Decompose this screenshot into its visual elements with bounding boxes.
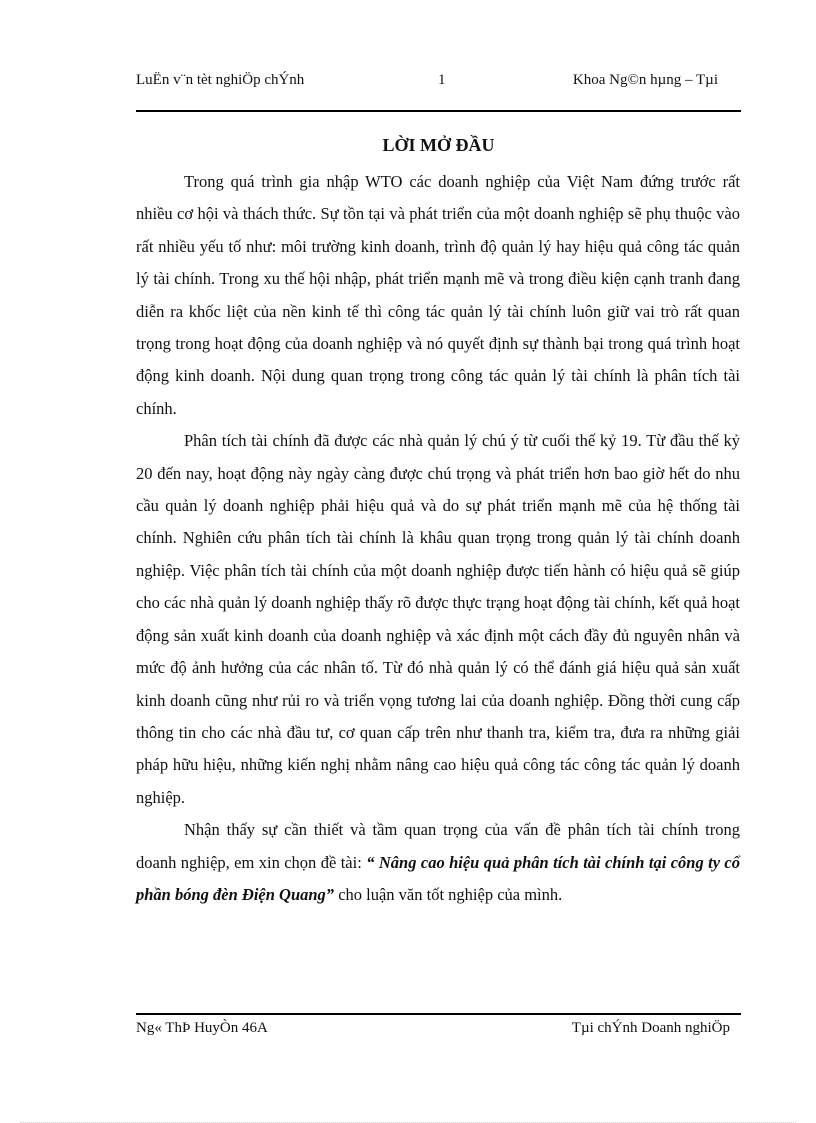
paragraph-3-intro: Nhận thấy sự cần thiết và tầm quan trọng của vấn đề phân tích tài chính trong doanh nghiệp, em xin chọn đề tài:: [136, 820, 740, 872]
header-thesis-label: LuËn v¨n tèt nghiÖp chÝnh: [136, 72, 305, 88]
paragraph-1: Trong quá trình gia nhập WTO các doanh nghiệp của Việt Nam đứng trước rất nhiều cơ hội và thách thức. Sự tồn tại và phát triển của một doanh nghiệp sẽ phụ thuộc vào rất nhiều yếu tố như: môi trường kinh doanh, trình độ quản lý hay hiệu quả công tác quản lý tài chính. Trong xu thế hội nhập, phát triển mạnh mẽ và trong điều kiện cạnh tranh đang diễn ra khốc liệt của nền kinh tế thì công tác quản lý tài chính luôn giữ vai trò rất quan trọng trong hoạt động của doanh nghiệp và nó quyết định sự thành bại trong quá trình hoạt động kinh doanh. Nội dung quan trọng trong công tác quản lý tài chính là phân tích tài chính.: [136, 172, 740, 418]
paragraph-2: Phân tích tài chính đã được các nhà quản lý chú ý từ cuối thế kỷ 19. Từ đầu thế kỷ 20 đến nay, hoạt động này ngày càng được chú trọng và phát triển hơn bao giờ hết do nhu cầu quản lý doanh nghiệp phải hiệu quả và do sự phát triển mạnh mẽ của hệ thống tài chính. Nghiên cứu phân tích tài chính là khâu quan trọng trong quản lý tài chính doanh nghiệp. Việc phân tích tài chính của một doanh nghiệp được tiến hành có hiệu quả sẽ giúp cho các nhà quản lý doanh nghiệp thấy rõ được thực trạng hoạt động tài chính, kết quả hoạt động sản xuất kinh doanh của doanh nghiệp và xác định một cách đầy đủ nguyên nhân và mức độ ảnh hưởng của các nhân tố. Từ đó nhà quản lý có thể đánh giá hiệu quả sản xuất kinh doanh cũng như rủi ro và triển vọng tương lai của doanh nghiệp. Đồng thời cung cấp thông tin cho các nhà đầu tư, cơ quan cấp trên như thanh tra, kiểm tra, đưa ra những giải pháp hữu hiệu, những kiến nghị nhằm nâng cao hiệu quả công tác công tác quản lý doanh nghiệp.: [136, 431, 740, 807]
footer-department: Tµi chÝnh Doanh nghiÖp: [571, 1020, 730, 1036]
header-divider: [136, 110, 741, 112]
footer-author: Ng« ThÞ HuyÒn 46A: [136, 1020, 268, 1036]
page-header: [136, 70, 740, 112]
thesis-title-emphasis: “ Nâng cao hiệu quả phân tích tài chính tại công ty cổ phần bóng đèn Điện Quang”: [136, 852, 740, 904]
footer-divider: [136, 1013, 741, 1015]
paragraph-3: [136, 814, 740, 911]
paragraph-3-closing: cho luận văn tốt nghiệp của mình.: [334, 884, 563, 904]
page-title: LỜI MỞ ĐẦU: [382, 135, 495, 155]
document-body: [136, 166, 740, 911]
page-number: 1: [438, 72, 446, 88]
header-faculty-label: Khoa Ng©n hµng – Tµi: [572, 72, 718, 88]
